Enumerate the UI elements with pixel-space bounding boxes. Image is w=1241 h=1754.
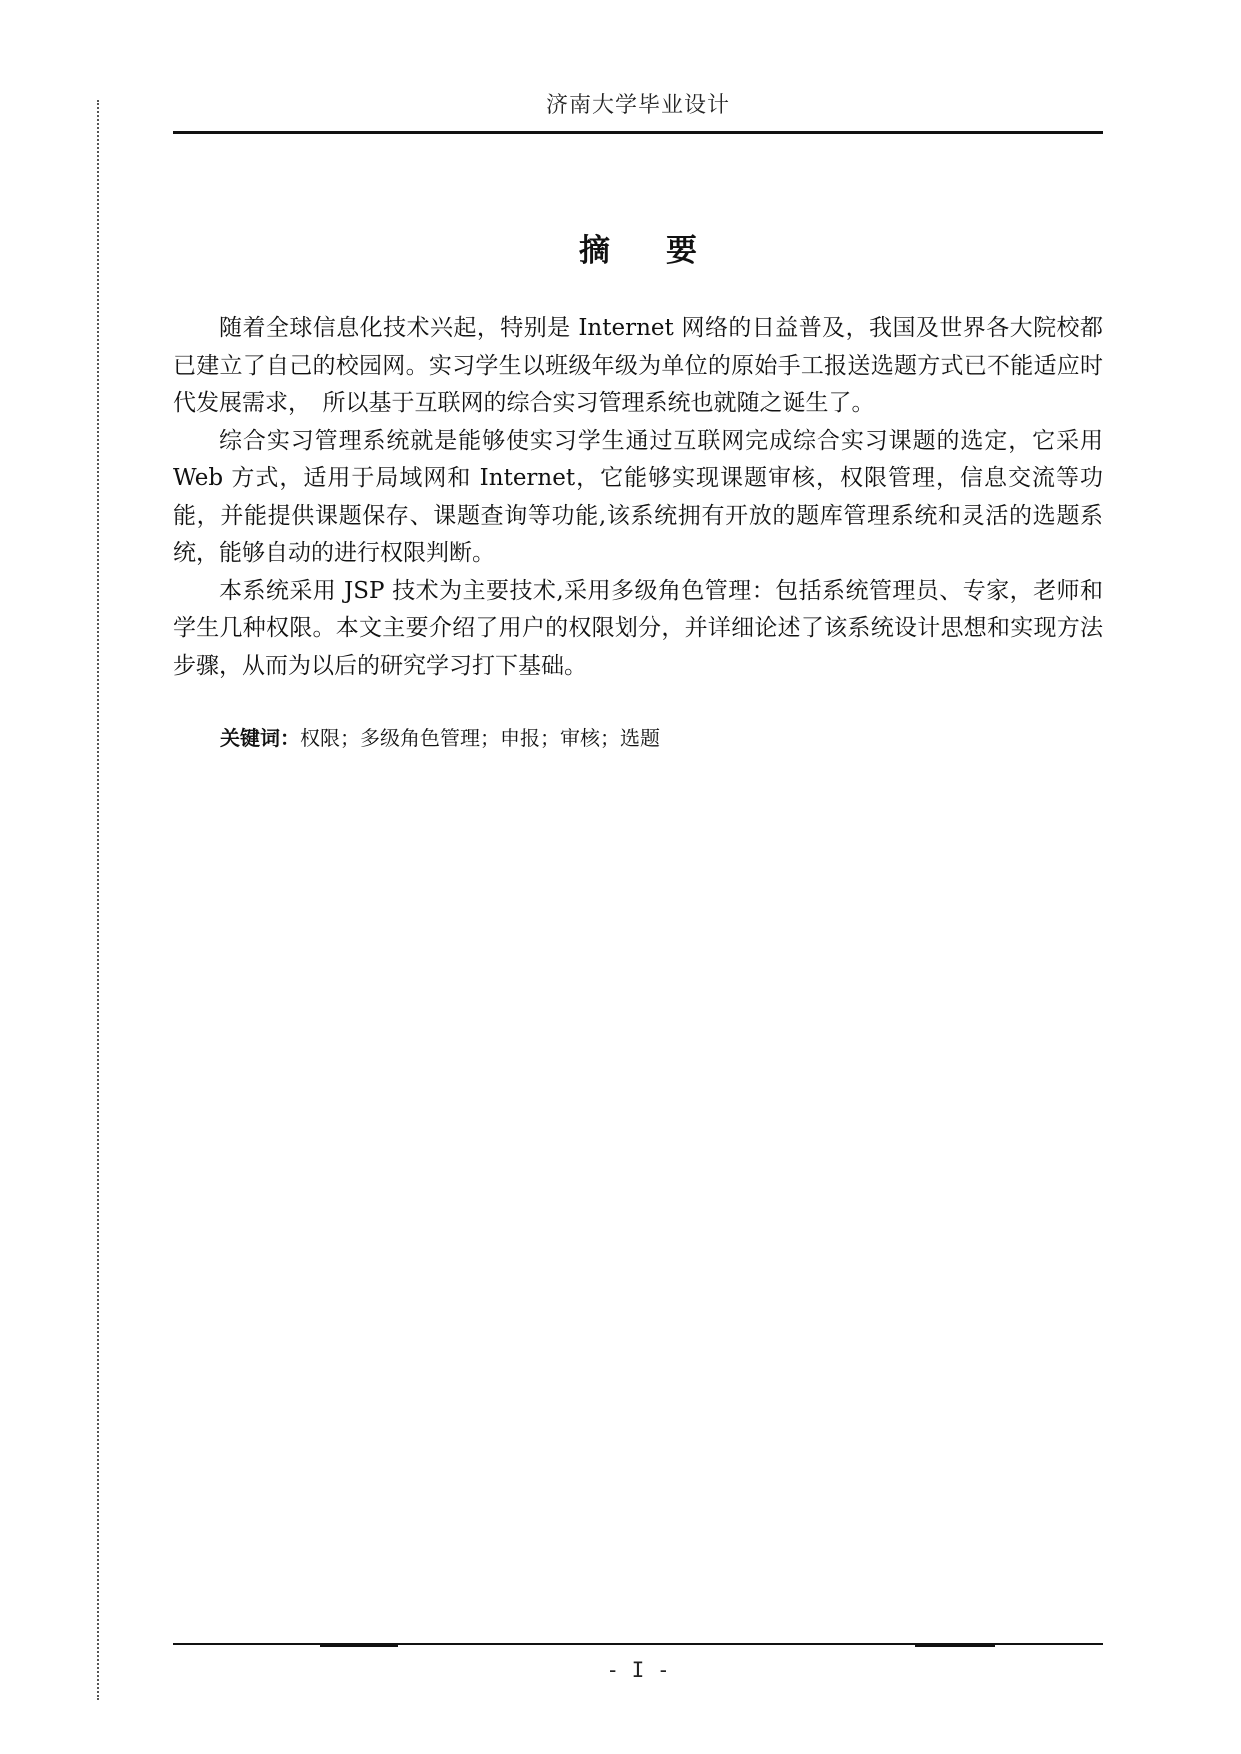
abstract-heading-left: 摘 — [579, 233, 610, 269]
keywords-label: 关键词： — [220, 726, 300, 750]
keywords-text: 权限；多级角色管理；申报；审核；选题 — [300, 726, 660, 750]
page-number: - I - — [606, 1658, 670, 1682]
abstract-body — [173, 310, 1103, 685]
keywords-line — [220, 722, 660, 751]
running-header-title: 济南大学毕业设计 — [545, 93, 730, 118]
header-rule — [173, 131, 1103, 134]
abstract-heading-right: 要 — [666, 233, 697, 269]
footer-rule-accent-right — [915, 1643, 995, 1647]
footer-rule-accent-left — [320, 1643, 398, 1647]
abstract-paragraph-1: 随着全球信息化技术兴起，特别是 Internet 网络的日益普及，我国及世界各大院校都已建立了自己的校园网。实习学生以班级年级为单位的原始手工报送选题方式已不能适应时代发展需求， 所以基于互联网的综合实习管理系统也就随之诞生了。 — [173, 315, 1103, 416]
abstract-paragraph-2: 综合实习管理系统就是能够使实习学生通过互联网完成综合实习课题的选定，它采用 Web 方式，适用于局域网和 Internet，它能够实现课题审核，权限管理，信息交流等功能，并能提供课题保存、课题查询等功能,该系统拥有开放的题库管理系统和灵活的选题系统，能够自动的进行权限判断。 — [173, 427, 1103, 566]
abstract-paragraph-3: 本系统采用 JSP 技术为主要技术,采用多级角色管理：包括系统管理员、专家，老师和学生几种权限。本文主要介绍了用户的权限划分，并详细论述了该系统设计思想和实现方法步骤，从而为以后的研究学习打下基础。 — [173, 577, 1103, 679]
abstract-heading — [173, 225, 1103, 270]
binding-dotted-line — [97, 100, 99, 1700]
